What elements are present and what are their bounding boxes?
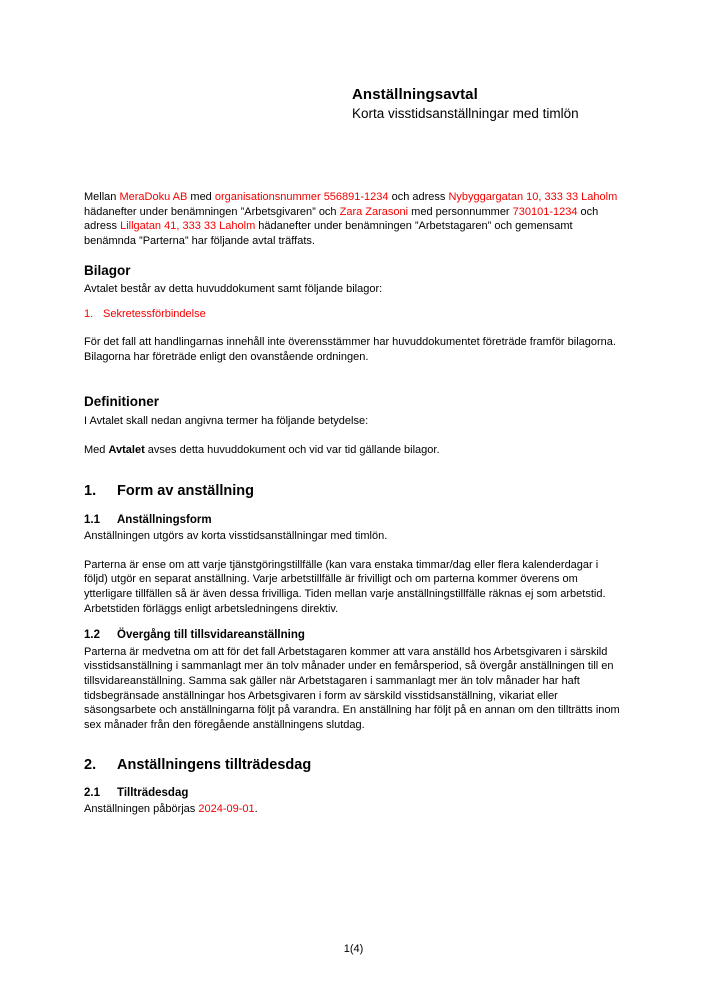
heading-section-1-2-text: Övergång till tillsvidareanställning [117,628,305,641]
attachment-item-1-text: Sekretessförbindelse [103,307,206,320]
document-title: Anställningsavtal [352,86,478,103]
paragraph-intro-text: Mellan MeraDoku AB med organisationsnummer 556891-1234 och adress Nybyggargatan 10, 333 33 Laholm hädanefter under benämningen ”Arbetsgivaren” och Zara Zarasoni med personnummer 730101-1234 och adress Lillgatan 41, 333 33 Laholm hädanefter under benämningen ”Arbetstagaren” och gemensamt benämnda ”Parterna” har följande avtal träffats. [84,191,618,248]
heading-section-2-text: Anställningens tillträdesdag [117,756,312,773]
paragraph-avtalet-definition-text: Med Avtalet avses detta huvuddokument och vid var tid gällande bilagor. [84,444,440,457]
heading-section-1-2-number: 1.2 [84,628,100,641]
title-block [352,0,625,122]
heading-section-2-1-number: 2.1 [84,786,100,799]
paragraph-avtalet-definition [84,443,625,458]
heading-section-2-1-text: Tillträdesdag [117,786,189,799]
paragraph-1-2-text: Parterna är medvetna om att för det fall Arbetstagaren kommer att vara anställd hos Arbetsgivaren i särskild visstidsanställning i sammanlagt mer än tolv månader under en femårsperiod, så övergår anställningen till en tillsvidareanställning. Samma sak gäller när Arbetstagaren i sammanlagt mer än tolv månader har haft tidsbegränsade anställningar hos Arbetsgivaren i form av särskild visstidsanställning, vikariat eller säsongsarbete och anställningarna följt på varandra. En anställning har följt på en annan om den tillträtts inom sex månader från den föregående anställningens slutdag. [84,645,620,732]
page-number: 1(4) [343,943,364,955]
heading-section-2-number: 2. [84,756,97,773]
paragraph-precedence [84,335,625,364]
heading-section-2-1 [84,786,625,801]
paragraph-2-1-text: Anställningen påbörjas 2024-09-01. [84,802,258,815]
paragraph-2-1 [84,802,625,817]
paragraph-1-1-b-text: Parterna är ense om att varje tjänstgöringstillfälle (kan vara enstaka timmar/dag eller flera kalenderdagar i följd) utgör en separat anställning. Varje arbetstillfälle är frivilligt och om parterna kommer överens om ytterligare tillfällen så är även dessa frivilliga. Tiden mellan varje anställningstillfälle räknas ej som arbetstid. Arbetstiden förläggs enligt arbetsledningens direktiv. [84,558,606,615]
heading-section-1 [84,482,625,500]
heading-section-1-2 [84,628,625,643]
heading-bilagor [84,262,625,279]
heading-section-2 [84,756,625,774]
heading-section-1-text: Form av anställning [117,483,254,500]
document-subtitle: Korta visstidsanställningar med timlön [352,106,579,121]
document-body [84,190,625,816]
paragraph-intro [84,190,625,249]
paragraph-1-1-a-text: Anställningen utgörs av korta visstidsanställningar med timlön. [84,530,388,543]
attachment-item-1 [84,307,625,322]
heading-section-1-1-text: Anställningsform [117,514,212,527]
heading-section-1-number: 1. [84,483,97,500]
paragraph-definitioner-intro-text: I Avtalet skall nedan angivna termer ha följande betydelse: [84,414,369,427]
paragraph-definitioner-intro [84,414,625,429]
paragraph-1-1-a [84,529,625,544]
paragraph-1-1-b [84,558,625,617]
paragraph-bilagor-intro-text: Avtalet består av detta huvuddokument samt följande bilagor: [84,282,383,295]
paragraph-precedence-text: För det fall att handlingarnas innehåll inte överensstämmer har huvuddokumentet företräde framför bilagorna. Bilagorna har företräde enligt den ovanstående ordningen. [84,336,616,363]
heading-section-1-1 [84,513,625,528]
heading-bilagor-text: Bilagor [84,262,131,278]
paragraph-bilagor-intro [84,282,625,297]
page-content [84,0,625,816]
attachment-item-1-number: 1. [84,307,94,320]
heading-definitioner [84,393,625,410]
paragraph-1-2 [84,645,625,733]
heading-definitioner-text: Definitioner [84,393,160,409]
heading-section-1-1-number: 1.1 [84,514,100,527]
